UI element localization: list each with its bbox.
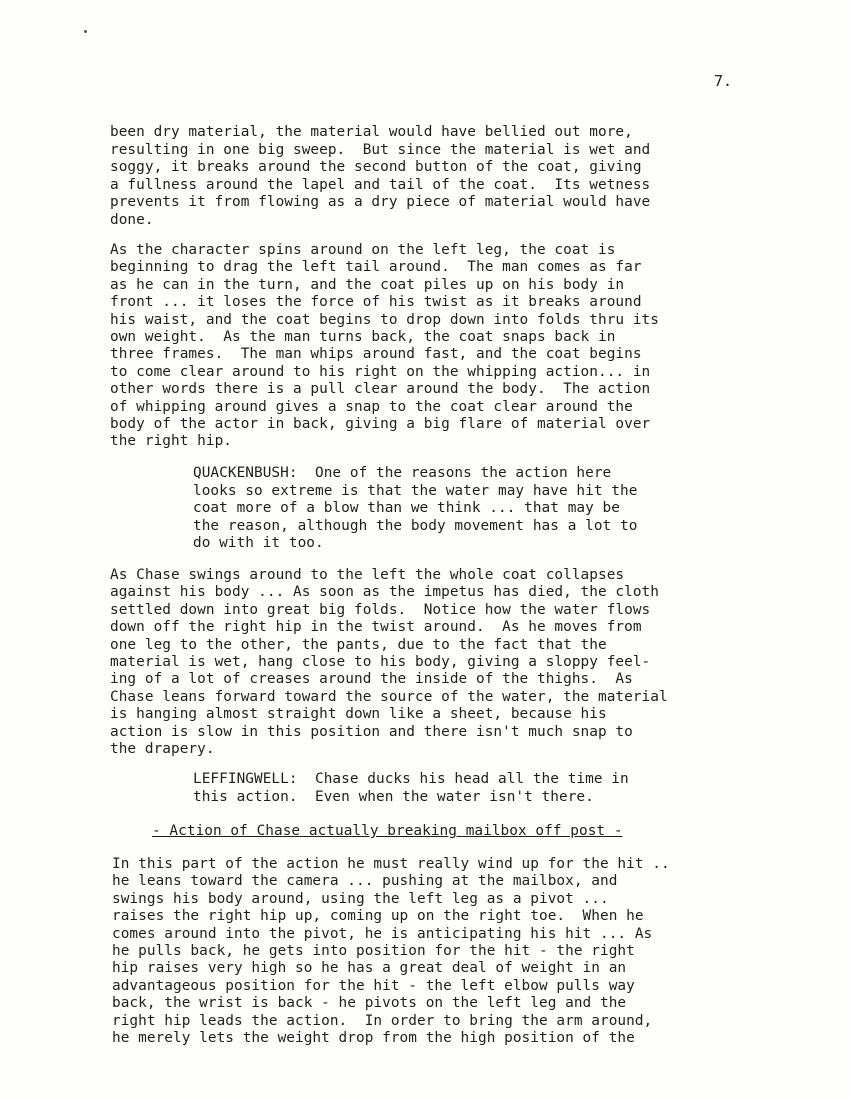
paragraph-line: been dry material, the material would have bellied out more, xyxy=(110,124,633,140)
quotation-line: QUACKENBUSH: One of the reasons the action here xyxy=(193,465,612,481)
paragraph-line: beginning to drag the left tail around. The man comes as far xyxy=(110,259,642,276)
paragraph-line: own weight. As the man turns back, the coat snaps back in xyxy=(110,329,616,345)
paragraph-line: back, the wrist is back - he pivots on the left leg and the xyxy=(112,995,627,1012)
paragraph-line: as he can in the turn, and the coat piles up on his body in xyxy=(110,276,625,293)
paragraph-line: raises the right hip up, coming up on the right toe. When he xyxy=(112,908,644,925)
paragraph-line: he merely lets the weight drop from the high position of the xyxy=(112,1030,635,1046)
paragraph-line: As the character spins around on the left leg, the coat is xyxy=(110,242,616,258)
paragraph-line: In this part of the action he must really wind up for the hit .. xyxy=(112,856,670,872)
paragraph-line: resulting in one big sweep. But since the material is wet and xyxy=(110,141,651,158)
paragraph-line: is hanging almost straight down like a sheet, because his xyxy=(110,706,607,723)
paragraph-line: to come clear around to his right on the whipping action... in xyxy=(110,363,651,380)
paragraph-line: hip raises very high so he has a great deal of weight in an xyxy=(112,960,627,977)
paragraph-line: action is slow in this position and there isn't much snap to xyxy=(110,723,633,740)
paragraph-line: done. xyxy=(110,212,154,228)
quotation-line: the reason, although the body movement has a lot to xyxy=(193,517,638,534)
paragraph-line: of whipping around gives a snap to the coat clear around the xyxy=(110,398,633,415)
paragraph-line: Chase leans forward toward the source of the water, the material xyxy=(110,688,668,705)
paragraph-line: down off the right hip in the twist around. As he moves from xyxy=(110,619,642,636)
quotation-line: this action. Even when the water isn't there. xyxy=(193,788,594,805)
quotation-line: LEFFINGWELL: Chase ducks his head all the time in xyxy=(193,771,629,787)
paragraph-line: he leans toward the camera ... pushing at the mailbox, and xyxy=(112,873,618,890)
paragraph-line: a fullness around the lapel and tail of the coat. Its wetness xyxy=(110,176,651,193)
paragraph-line: one leg to the other, the pants, due to the fact that the xyxy=(110,636,607,653)
paragraph-line: ing of a lot of creases around the inside of the thighs. As xyxy=(110,671,633,688)
paragraph-line: settled down into great big folds. Notice how the water flows xyxy=(110,601,651,618)
paragraph-line: swings his body around, using the left leg as a pivot ... xyxy=(112,890,609,907)
paragraph-line: other words there is a pull clear around the body. The action xyxy=(110,381,651,398)
paragraph-line: against his body ... As soon as the impetus has died, the cloth xyxy=(110,584,659,601)
paragraph-line: prevents it from flowing as a dry piece of material would have xyxy=(110,194,651,211)
paper-speck xyxy=(84,30,87,33)
paragraph-line: body of the actor in back, giving a big flare of material over xyxy=(110,416,651,432)
paragraph-line: As Chase swings around to the left the whole coat collapses xyxy=(110,567,625,583)
paragraph-line: material is wet, hang close to his body, giving a sloppy feel- xyxy=(110,654,651,670)
paragraph-line: the right hip. xyxy=(110,433,232,450)
paragraph-line: soggy, it breaks around the second button of the coat, giving xyxy=(110,159,642,176)
paragraph-line: comes around into the pivot, he is anticipating his hit ... As xyxy=(112,925,653,942)
paragraph-line: the drapery. xyxy=(110,741,215,757)
paragraph-line: his waist, and the coat begins to drop down into folds thru its xyxy=(110,311,659,328)
page-number: 7. xyxy=(714,72,733,90)
quotation-line: looks so extreme is that the water may have hit the xyxy=(193,482,638,499)
quotation-line: do with it too. xyxy=(193,535,324,552)
paragraph-line: front ... it loses the force of his twist as it breaks around xyxy=(110,294,642,311)
paragraph-line: he pulls back, he gets into position for the hit - the right xyxy=(112,943,635,959)
paragraph-line: three frames. The man whips around fast, and the coat begins xyxy=(110,346,642,363)
paragraph-line: right hip leads the action. In order to bring the arm around, xyxy=(112,1012,653,1029)
section-heading: - Action of Chase actually breaking mailbox off post - xyxy=(152,823,623,839)
quotation-line: coat more of a blow than we think ... that may be xyxy=(193,500,620,517)
paragraph-line: advantageous position for the hit - the left elbow pulls way xyxy=(112,977,635,994)
